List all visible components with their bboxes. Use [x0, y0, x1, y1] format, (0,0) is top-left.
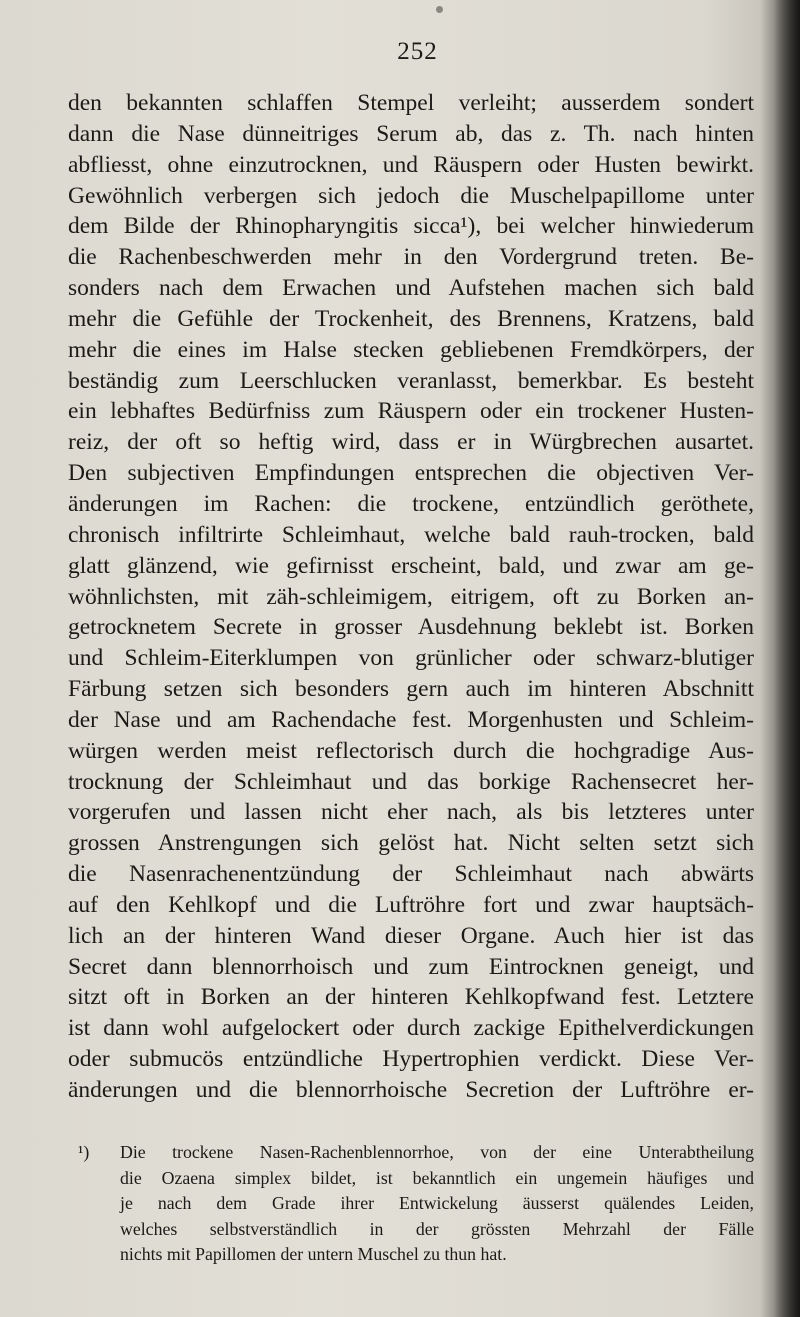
footnote-first-line [78, 1140, 754, 1166]
text-line: dem Bilde der Rhinopharyngitis sicca¹), bei welcher hinwiederum [68, 213, 754, 240]
text-line: Gewöhnlich verbergen sich jedoch die Muschelpapillome unter [68, 182, 754, 209]
text-line: sitzt oft in Borken an der hinteren Kehlkopfwand fest. Letztere [68, 984, 754, 1011]
text-line: würgen werden meist reflectorisch durch die hochgradige Aus- [68, 737, 754, 764]
footnote-line: Die trockene Nasen-Rachenblennorrhoe, von der eine Unterabtheilung [120, 1142, 754, 1162]
text-line: trocknung der Schleimhaut und das borkige Rachensecret her- [68, 768, 754, 795]
text-line: sonders nach dem Erwachen und Aufstehen machen sich bald [68, 275, 754, 302]
text-line: änderungen im Rachen: die trockene, entzündlich geröthete, [68, 490, 754, 517]
text-line: mehr die Gefühle der Trockenheit, des Brennens, Kratzens, bald [68, 305, 754, 332]
text-line: glatt glänzend, wie gefirnisst erscheint, bald, und zwar am ge- [68, 552, 754, 579]
text-line: chronisch infiltrirte Schleimhaut, welche bald rauh-trocken, bald [68, 521, 754, 548]
footnote [78, 1140, 754, 1268]
text-line: beständig zum Leerschlucken veranlasst, bemerkbar. Es besteht [68, 367, 754, 394]
text-line: der Nase und am Rachendache fest. Morgenhusten und Schleim- [68, 706, 754, 733]
text-line: ist dann wohl aufgelockert oder durch zackige Epithelverdickungen [68, 1015, 754, 1042]
text-line: abfliesst, ohne einzutrocknen, und Räuspern oder Husten bewirkt. [68, 151, 754, 178]
text-line: Färbung setzen sich besonders gern auch im hinteren Abschnitt [68, 676, 754, 703]
page-binding-shadow [774, 0, 800, 1317]
footnote-line: je nach dem Grade ihrer Entwickelung äusserst quälendes Leiden, [120, 1193, 754, 1213]
text-line: dann die Nase dünneitriges Serum ab, das z. Th. nach hinten [68, 120, 754, 147]
body-text [68, 88, 754, 1106]
text-line: reiz, der oft so heftig wird, dass er in Würgbrechen ausartet. [68, 429, 754, 456]
text-line: auf den Kehlkopf und die Luftröhre fort und zwar hauptsäch- [68, 891, 754, 918]
text-line: vorgerufen und lassen nicht eher nach, als bis letzteres unter [68, 799, 754, 826]
footnote-marker: ¹) [78, 1142, 90, 1162]
footnote-line: die Ozaena simplex bildet, ist bekanntlich ein ungemein häufiges und [120, 1167, 754, 1188]
page-number: 252 [397, 38, 438, 65]
text-line: änderungen und die blennorrhoische Secretion der Luftröhre er- [68, 1077, 754, 1103]
footnote-line: welches selbstverständlich in der grössten Mehrzahl der Fälle [120, 1218, 754, 1239]
text-line: oder submucös entzündliche Hypertrophien verdickt. Diese Ver- [68, 1046, 754, 1073]
text-line: mehr die eines im Halse stecken gebliebenen Fremdkörpers, der [68, 336, 754, 363]
text-line: lich an der hinteren Wand dieser Organe. Auch hier ist das [68, 922, 754, 949]
footnote-line: nichts mit Papillomen der untern Muschel zu thun hat. [120, 1244, 507, 1264]
text-line: den bekannten schlaffen Stempel verleiht; ausserdem sondert [68, 90, 754, 116]
text-line: ein lebhaftes Bedürfniss zum Räuspern oder ein trockener Husten- [68, 398, 754, 425]
text-line: Secret dann blennorrhoisch und zum Eintrocknen geneigt, und [68, 953, 754, 980]
text-line: grossen Anstrengungen sich gelöst hat. Nicht selten setzt sich [68, 830, 754, 857]
text-line: die Rachenbeschwerden mehr in den Vordergrund treten. Be- [68, 244, 754, 271]
text-line: Den subjectiven Empfindungen entsprechen die objectiven Ver- [68, 460, 754, 487]
text-line: und Schleim-Eiterklumpen von grünlicher oder schwarz-blutiger [68, 645, 754, 672]
text-line: wöhnlichsten, mit zäh-schleimigem, eitrigem, oft zu Borken an- [68, 583, 754, 610]
ink-speck [436, 6, 443, 13]
text-line: getrocknetem Secrete in grosser Ausdehnung beklebt ist. Borken [68, 614, 754, 641]
text-line: die Nasenrachenentzündung der Schleimhaut nach abwärts [68, 861, 754, 888]
